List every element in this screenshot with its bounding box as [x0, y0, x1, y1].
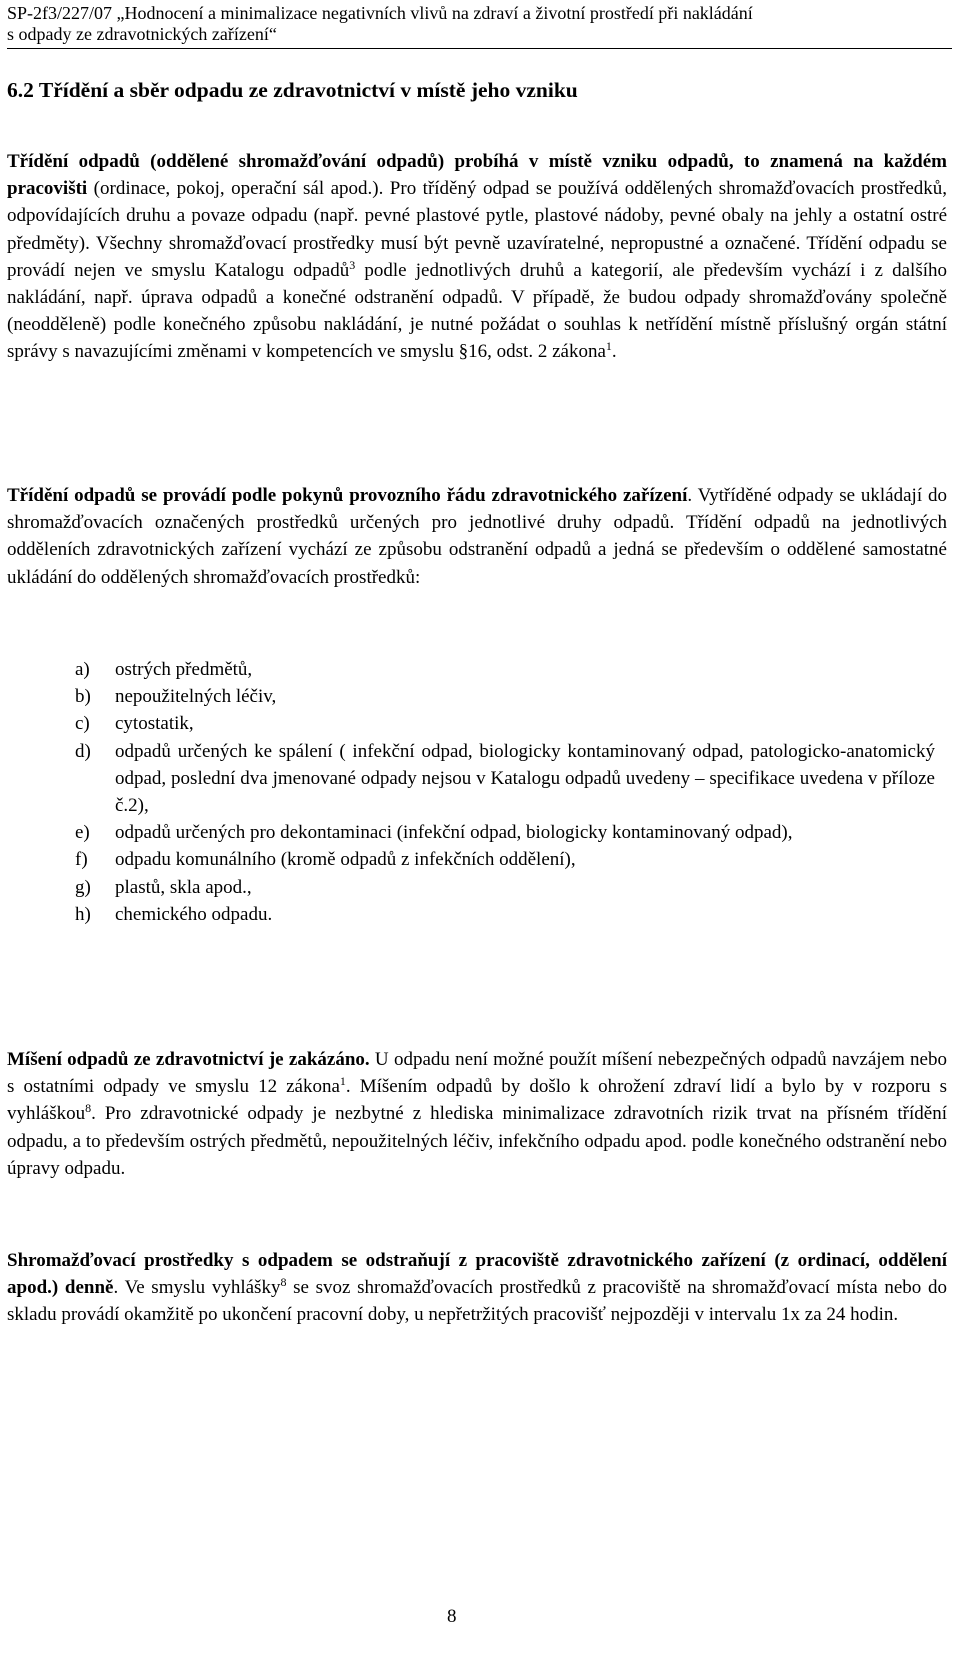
paragraph-sorting-text-b: podle jednotlivých druhů a kategorií, ale především vychází i z dalšího nakládání, např. úprava odpadů a konečné odstranění odpadů. V případě, že budou odpady shromažďovány společně (neodděleně) podle konečného způsobu nakládání, je nutné požádat o souhlas k netřídění místně příslušný orgán státní správy s navazujícími změnami v kompetencích ve smyslu §16, odst. 2 zákona [7, 259, 947, 363]
section-title: 6.2 Třídění a sběr odpadu ze zdravotnictví v místě jeho vzniku [7, 78, 578, 102]
paragraph-mixing-text-b: . Míšením odpadů by došlo k ohrožení zdraví lidí a bylo by v rozporu s vyhláškou [7, 1076, 947, 1125]
paragraph-removal-text-b: . Ve smyslu vyhlášky [113, 1277, 281, 1299]
list-item [75, 656, 935, 683]
list-item-label: h) [75, 903, 91, 925]
paragraph-mixing-text-a: U odpadu není možné použít míšení nebezpečných odpadů navzájem nebo s ostatními odpady ve smyslu 12 zákona [7, 1049, 947, 1098]
list-item-label: e) [75, 822, 90, 844]
list-item-text: cytostatik, [115, 713, 194, 735]
footnote-ref-8: 8 [85, 1101, 92, 1116]
list-item-label: c) [75, 713, 90, 735]
list-item-text: odpadů určených pro dekontaminaci (infekční odpad, biologicky kontaminovaný odpad), [115, 822, 793, 844]
header-line-1: SP-2f3/227/07 „Hodnocení a minimalizace negativních vlivů na zdraví a životní prostředí při nakládání [7, 3, 753, 23]
paragraph-removal-text-c: se svoz shromažďovacích prostředků z pracoviště na shromažďovací místa nebo do skladu provádí okamžitě po ukončení pracovní doby, u nepřetržitých pracovišť nejpozději v intervalu 1x za 24 hodin. [7, 1277, 947, 1326]
paragraph-removal [7, 1247, 947, 1329]
paragraph-mixing [7, 1046, 947, 1182]
waste-category-list [75, 656, 935, 928]
list-item-label: b) [75, 686, 91, 708]
paragraph-sorting-bold: Třídění odpadů (oddělené shromažďování odpadů) probíhá v místě vzniku odpadů, to znamená na každém pracovišti [7, 151, 947, 200]
list-item-label: f) [75, 849, 88, 871]
footnote-ref-1: 1 [339, 1074, 346, 1089]
paragraph-mixing-text-c: . Pro zdravotnické odpady je nezbytné z hlediska minimalizace zdravotních rizik trvat na přísném třídění odpadu, a to především ostrých předmětů, nepoužitelných léčiv, infekčního odpadu apod. podle konečného odstranění nebo úpravy odpadu. [7, 1103, 947, 1179]
list-item [75, 846, 935, 873]
list-item-label: g) [75, 876, 91, 898]
paragraph-sorting-text-c: . [611, 341, 617, 363]
paragraph-removal-bold-b: denně [64, 1277, 114, 1299]
list-item-text: ostrých předmětů, [115, 659, 253, 680]
paragraph-sorting [7, 148, 947, 366]
paragraph-operating-rules-bold: Třídění odpadů se provádí podle pokynů provozního řádu zdravotnického zařízení [7, 485, 688, 506]
paragraph-mixing-bold: Míšení odpadů ze zdravotnictví je zakázáno. [7, 1049, 370, 1070]
list-item-text: plastů, skla apod., [115, 876, 252, 898]
list-item [75, 874, 935, 901]
list-item-text: nepoužitelných léčiv, [115, 686, 277, 708]
paragraph-operating-rules [7, 482, 947, 591]
header-line-2: s odpady ze zdravotnických zařízení“ [7, 24, 277, 44]
list-item-text: chemického odpadu. [115, 903, 273, 925]
paragraph-removal-text-a [58, 1277, 65, 1298]
list-item [75, 901, 935, 928]
list-item [75, 738, 935, 820]
list-item-text: odpadů určených ke spálení ( infekční odpad, biologicky kontaminovaný odpad, patologicko-anatomický odpad, poslední dva jmenované odpady nejsou v Katalogu odpadů uvedeny – specifikace uvedena v příloze č.2), [115, 740, 935, 817]
list-item [75, 710, 935, 737]
footnote-ref-1: 1 [605, 339, 612, 354]
paragraph-removal-bold-a: Shromažďovací prostředky s odpadem se odstraňují z pracoviště zdravotnického zařízení (z ordinací, oddělení apod.) [7, 1250, 947, 1299]
header-divider [7, 48, 952, 49]
paragraph-sorting-text-a: (ordinace, pokoj, operační sál apod.). Pro tříděný odpad se používá oddělených shromažďovacích prostředků, odpovídajících druhu a povaze odpadu (např. pevné plastové pytle, plastové nádoby, pevné obaly na jehly a ostatní ostré předměty). Všechny shromažďovací prostředky musí být pevně uzavíratelné, nepropustné a označené. Třídění odpadu se provádí nejen ve smyslu Katalogu odpadů [7, 178, 947, 281]
list-item [75, 683, 935, 710]
list-item-label: a) [75, 659, 90, 680]
footnote-ref-8: 8 [280, 1275, 287, 1290]
running-header [7, 3, 947, 45]
list-item-label: d) [75, 740, 91, 762]
paragraph-operating-rules-text: . Vytříděné odpady se ukládají do shromažďovacích označených prostředků určených pro jednotlivé druhy odpadů. Třídění odpadů na jednotlivých odděleních zdravotnických zařízení vychází ze způsobu odstranění odpadů a jedná se především o oddělené samostatné ukládání do oddělených shromažďovacích prostředků: [7, 485, 947, 588]
footnote-ref-3: 3 [349, 257, 356, 272]
page-number: 8 [447, 1606, 457, 1627]
list-item-text: odpadu komunálního (kromě odpadů z infekčních oddělení), [115, 849, 576, 871]
list-item [75, 819, 935, 846]
